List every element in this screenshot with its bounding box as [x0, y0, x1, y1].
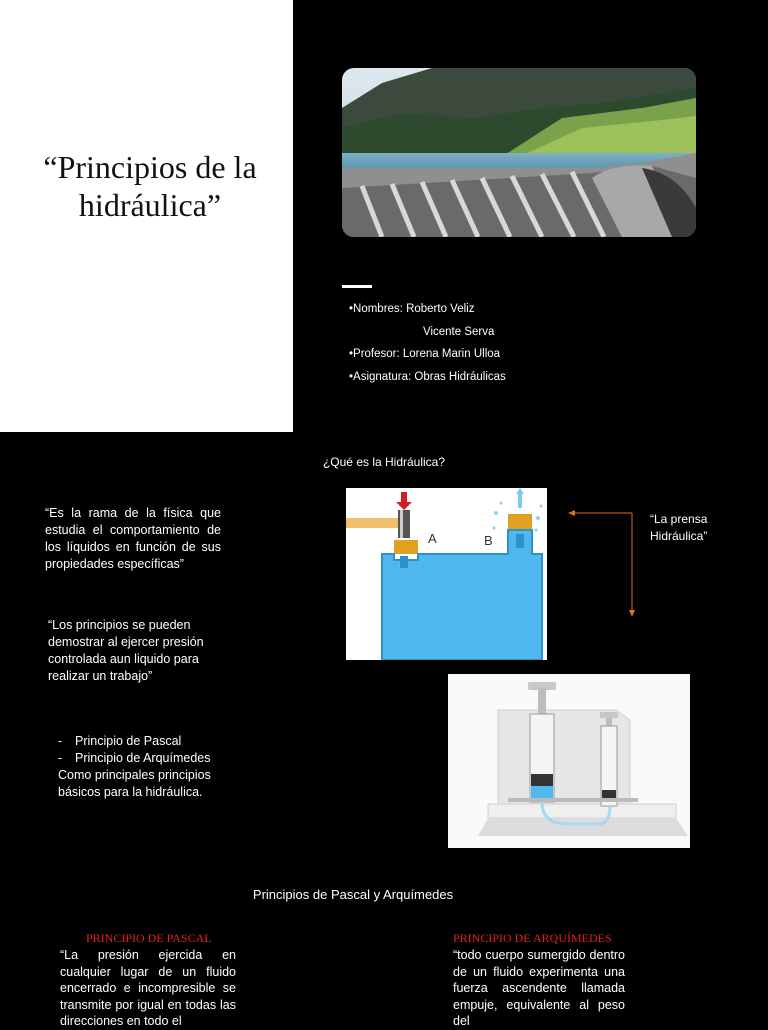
list-item: - Principio de Pascal: [58, 734, 182, 748]
pascal-heading: PRINCIPIO DE PASCAL: [86, 931, 212, 945]
info-names: •Nombres: Roberto Veliz: [349, 303, 475, 315]
hydraulic-press-diagram: [346, 488, 547, 660]
definition-paragraph: “Es la rama de la física que estudia el comportamiento de los líquidos en función de sus propiedades específicas”: [45, 506, 221, 571]
dam-photo: [342, 68, 696, 237]
list-tail: Como principales principios básicos para la hidráulica.: [58, 768, 211, 799]
pointer-arrows: [560, 505, 640, 620]
info-professor: •Profesor: Lorena Marin Ulloa: [349, 348, 501, 360]
info-subject: •Asignatura: Obras Hidráulicas: [349, 371, 506, 383]
title-panel: [0, 0, 293, 432]
up-arrow-icon: [516, 488, 524, 494]
slide-title: “Principios de la hidráulica”: [43, 149, 257, 223]
principles-list: [58, 733, 228, 801]
pascal-text: “La presión ejercida en cualquier lugar de un fluido encerrado e incompresible se transmite por igual en todas las direcciones en todo el: [60, 948, 236, 1028]
list-item-label: Principio de Arquímedes: [75, 751, 211, 765]
label-b: B: [484, 533, 493, 548]
syringe-demo-image: [448, 674, 690, 848]
arquimedes-text: “todo cuerpo sumergido dentro de un fluido experimenta una fuerza ascendente llamada empuje, equivalente al peso del: [453, 948, 625, 1028]
info-names-2: Vicente Serva: [423, 326, 495, 338]
list-item: - Principio de Arquímedes: [58, 751, 211, 765]
title-slide: [0, 0, 768, 432]
principles-paragraph: “Los principios se pueden demostrar al ejercer presión controlada aun liquido para realizar un trabajo”: [48, 618, 204, 683]
arquimedes-heading: PRINCIPIO DE ARQUÍMEDES: [453, 931, 612, 945]
label-a: A: [428, 531, 437, 546]
accent-bar: [342, 285, 372, 288]
down-arrow-icon: [401, 492, 407, 502]
piston-a: [394, 540, 418, 554]
hydraulic-press-label: “La prensa Hidráulica”: [650, 512, 708, 543]
list-item-label: Principio de Pascal: [75, 734, 182, 748]
lever-bar: [346, 518, 398, 528]
principles-heading: Principios de Pascal y Arquímedes: [252, 887, 454, 902]
piston-b: [508, 514, 532, 530]
hydraulics-question-heading: ¿Qué es la Hidráulica?: [322, 455, 446, 469]
dam-illustration: [342, 68, 696, 237]
